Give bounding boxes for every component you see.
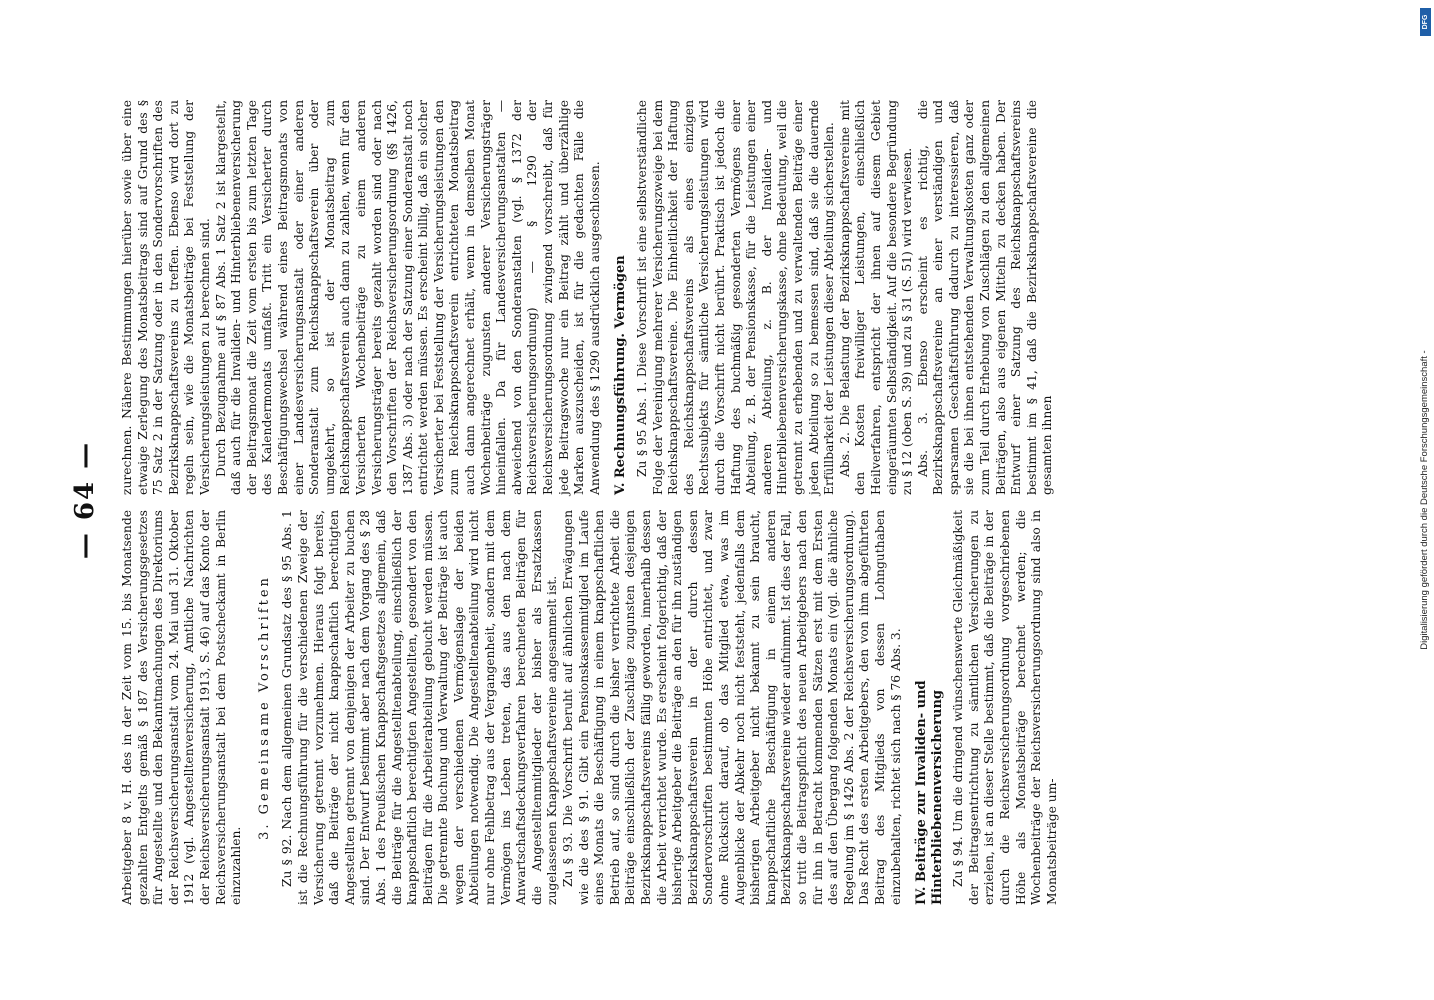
digitization-credit [1418,10,1432,990]
paragraph: Zu § 94. Um die dringend wünschenswerte Gleichmäßigkeit der Beitragsentrichtung zu sämtlichen Versicherungen zu erzielen, ist an dieser Stelle bestimmt, daß die Beiträge in der durch die Reichsversicherungsordnung vorgeschriebenen Höhe als Monatsbeiträge berechnet werden; die Wochenbeiträge der Reichsversicherungsordnung sind also in Monatsbeiträge um- [951,510,1059,905]
paragraph: Zu § 93. Die Vorschrift beruht auf ähnlichen Erwägungen wie die des § 91. Gibt ein Pensionskassenmitglied im Laufe eines Monats die Beschäftigung in einem knappschaftlichen Betrieb auf, so sind durch die bisher verrichtete Arbeit die Beiträge einschließlich der Zuschläge zugunsten desjenigen Bezirksknappschaftsvereins fällig geworden, innerhalb dessen die Arbeit verrichtet wurde. Es erscheint folgerichtig, daß der bisherige Arbeitgeber die Beiträge an den für ihn zuständigen Bezirksknappschaftsverein in der durch dessen Sondervorschriften bestimmten Höhe entrichtet, und zwar ohne Rücksicht darauf, ob das Mitglied etwa, was im Augenblicke der Abkehr noch nicht feststeht, jedenfalls dem bisherigen Arbeitgeber nicht bekannt zu sein braucht, knappschaftliche Beschäftigung in einem anderen Bezirksknappschaftsvereine wieder aufnimmt. Ist dies der Fall, so tritt die Beitragspflicht des neuen Arbeitgebers nach den für ihn in Betracht kommenden Sätzen erst mit dem Ersten des auf den Übergang folgenden Monats ein (vgl. die ähnliche Regelung im § 1426 Abs. 2 der Reichsversicherungsordnung). Das Recht des ersten Arbeitgebers, den von ihm abgeführten Beitrag des Mitglieds von dessen Lohnguthaben einzubehalten, richtet sich nach § 76 Abs. 3. [561,510,903,905]
dfg-logo-text: DFG [1422,14,1429,30]
section-heading: IV. Beiträge zur Invaliden- und Hinterbliebenenversicherung [914,680,945,905]
section-heading: 3. Gemeinsame Vorschriften [256,575,272,840]
page-number: — 64 — [70,440,100,560]
paragraph: Zu § 95 Abs. 1. Diese Vorschrift ist eine selbstverständliche Folge der Vereinigung mehrerer Versicherungszweige bei dem Reichsknappschaftsvereine. Die Einheitlichkeit der Haftung des Reichsknappschaftsvereins als eines einzigen Rechtssubjekts für sämtliche Versicherungsleistungen wird durch die Vorschrift nicht berührt. Praktisch ist jedoch die Haftung des buchmäßig gesonderten Vermögens einer Abteilung, z. B. der Pensionskasse, für die Leistungen einer anderen Abteilung, z. B. der Invaliden- und Hinterbliebenenversicherungskasse, ohne Bedeutung, weil die getrennt zu erhebenden und zu verwaltenden Beiträge einer jeden Abteilung so zu bemessen sind, daß sie die dauernde Erfüllbarkeit der Leistungen dieser Abteilung sicherstellen. [635,100,837,495]
dfg-logo [1420,8,1431,36]
credit-text: Digitalisierung gefördert durch die Deutsche Forschungsgemeinschaft - [1419,350,1430,650]
paragraph: zurechnen. Nähere Bestimmungen hierüber sowie über eine etwaige Zerlegung des Monatsbeitrags sind auf Grund des § 75 Satz 2 in der Satzung oder in den Sondervorschriften des Bezirksknappschaftsvereins zu treffen. Ebenso wird dort zu regeln sein, wie die Monatsbeiträge bei Feststellung der Versicherungsleistungen zu berechnen sind. [120,100,212,495]
paragraph: Zu § 92. Nach dem allgemeinen Grundsatz des § 95 Abs. 1 ist die Rechnungsführung für die verschiedenen Zweige der Versicherung getrennt vorzunehmen. Hieraus folgt bereits, daß die Beiträge der nicht knappschaftlich berechtigten Angestellten getrennt von denjenigen der Arbeiter zu buchen sind. Der Entwurf bestimmt aber nach dem Vorgang des § 28 Abs. 1 des Preußischen Knappschaftsgesetzes allgemein, daß die Beiträge für die Angestelltenabteilung, einschließlich der knappschaftlich berechtigten Angestellten, gesondert von den Beiträgen für die Arbeiterabteilung gebucht werden müssen. Die getrennte Buchung und Verwaltung der Beiträge ist auch wegen der verschiedenen Vermögenslage der beiden Abteilungen notwendig. Die Angestelltenabteilung wird nicht nur ohne Fehlbetrag aus der Vergangenheit, sondern mit dem Vermögen ins Leben treten, das aus den nach dem Anwartschaftsdeckungsverfahren berechneten Beiträgen für die Angestelltenmitglieder der bisher als Ersatzkassen zugelassenen Knappschaftsvereine angesammelt ist. [280,510,560,905]
text-column-right [120,100,1056,495]
text-column-left [120,510,1060,905]
paragraph: Arbeitgeber 8 v. H. des in der Zeit vom 15. bis Monatsende gezahlten Entgelts gemäß § 187 des Versicherungsgesetzes für Angestellte und den Bekanntmachungen des Direktoriums der Reichsversicherungsanstalt vom 24. Mai und 31. Oktober 1912 (vgl. Angestelltenversicherung, Amtliche Nachrichten der Reichsversicherungsanstalt 1913, S. 46) auf das Konto der Reichsversicherungsanstalt bei dem Postscheckamt in Berlin einzuzahlen. [120,510,244,905]
section-heading: V. Rechnungsführung. Vermögen [613,255,629,495]
paragraph: Durch Bezugnahme auf § 87 Abs. 1 Satz 2 ist klargestellt, daß auch für die Invaliden- und Hinterbliebenenversicherung der Beitragsmonat die Zeit vom ersten bis zum letzten Tage des Kalendermonats umfaßt. Tritt ein Versicherter durch Beschäftigungswechsel während eines Beitragsmonats von einer Landesversicherungsanstalt oder einer anderen Sonderanstalt zum Reichsknappschaftsverein über oder umgekehrt, so ist der Monatsbeitrag zum Reichsknappschaftsverein auch dann zu zahlen, wenn für den Versicherten Wochenbeiträge zu einem anderen Versicherungsträger bereits gezahlt worden sind oder nach den Vorschriften der Reichsversicherungsordnung (§§ 1426, 1387 Abs. 3) oder nach der Satzung einer Sonderanstalt noch entrichtet werden müssen. Es erscheint billig, daß ein solcher Versicherter bei Feststellung der Versicherungsleistungen den zum Reichsknappschaftsverein entrichteten Monatsbeitrag auch dann angerechnet erhält, wenn in demselben Monat Wochenbeiträge zugunsten anderer Versicherungsträger hineinfallen. Da für Landesversicherungsanstalten — abweichend von den Sonderanstalten (vgl. § 1372 der Reichsversicherungsordnung) — § 1290 der Reichsversicherungsordnung zwingend vorschreibt, daß für jede Beitragswoche nur ein Beitrag zählt und überzählige Marken auszuscheiden, ist für die gedachten Fälle die Anwendung des § 1290 ausdrücklich ausgeschlossen. [213,100,602,495]
paragraph: Abs. 3. Ebenso erscheint es richtig, die Bezirksknappschaftsvereine an einer verständigen und sparsamen Geschäftsführung dadurch zu interessieren, daß sie die bei ihnen entstehenden Verwaltungskosten ganz oder zum Teil durch Erhebung von Zuschlägen zu den allgemeinen Beiträgen, also aus eigenen Mitteln zu decken haben. Der Entwurf einer Satzung des Reichsknappschaftsvereins bestimmt im § 41, daß die Bezirksknappschaftsvereine die gesamten ihnen [915,100,1055,495]
paragraph: Abs. 2. Die Belastung der Bezirksknappschaftsvereine mit den Kosten freiwilliger Leistungen, einschließlich Heilverfahren, entspricht der ihnen auf diesem Gebiet eingeräumten Selbständigkeit. Auf die besondere Begründung zu § 12 (oben S. 39) und zu § 31 (S. 51) wird verwiesen. [837,100,915,495]
